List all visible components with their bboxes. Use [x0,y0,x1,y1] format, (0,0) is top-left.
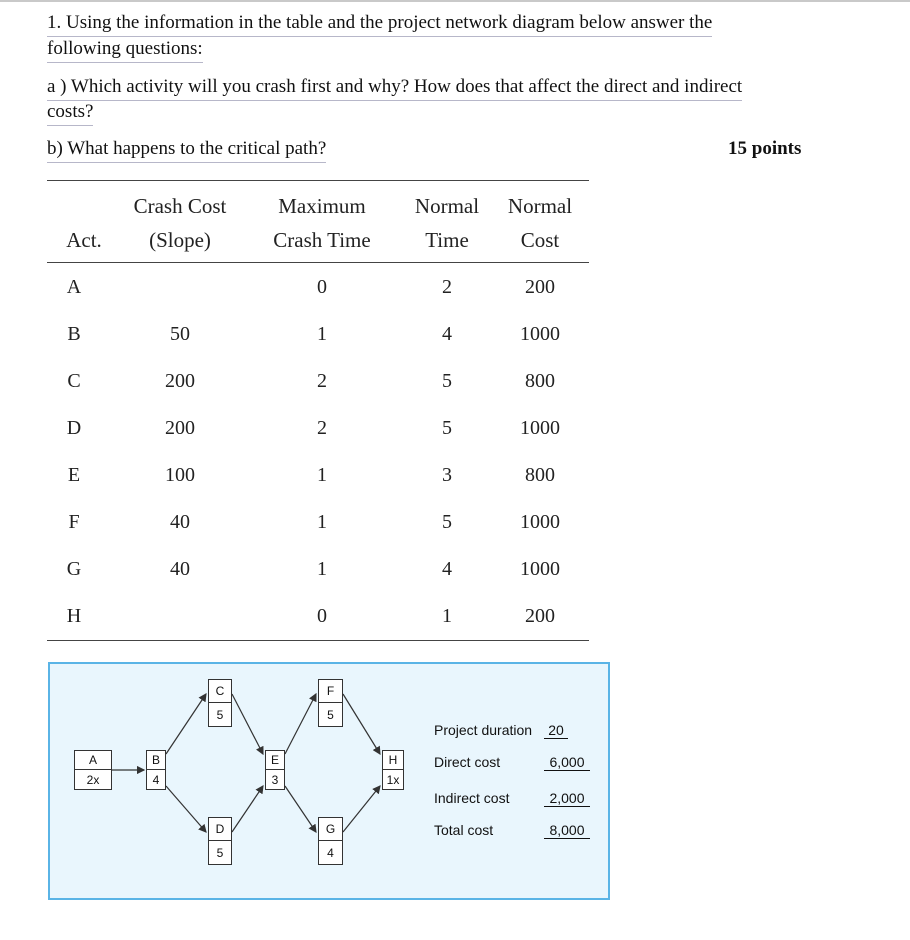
node-f-name: F [318,679,343,703]
table-cell-normal-cost: 800 [525,370,555,392]
question-b [47,136,326,163]
indirect-cost-label: Indirect cost [434,790,510,806]
node-g [318,817,343,865]
table-cell-slope: 200 [165,370,195,392]
table-cell-slope: 200 [165,417,195,439]
header-cost: Cost [520,228,560,252]
header-maximum: Maximum [278,194,366,218]
header-slope: (Slope) [149,228,211,252]
table-cell-slope: 40 [170,511,190,533]
arrow-f-h [343,694,380,754]
table-cell-normal-time: 2 [442,276,452,298]
direct-cost-value: 6,000 [544,754,590,771]
node-d [208,817,232,865]
node-c [208,679,232,727]
arrow-g-h [343,786,380,832]
node-d-name: D [208,817,232,841]
table-cell-normal-cost: 1000 [520,511,560,533]
arrow-b-d [166,786,206,832]
node-h [382,750,404,790]
project-duration-value: 20 [544,722,568,739]
question-a-line-1 [47,74,742,101]
table-cell-max-crash: 2 [317,417,327,439]
arrow-e-f [285,694,316,754]
arrow-e-g [285,786,316,832]
table-cell-act: H [66,605,82,627]
table-cell-normal-time: 3 [442,464,452,486]
table-cell-normal-cost: 200 [525,605,555,627]
table-cell-max-crash: 2 [317,370,327,392]
table-cell-normal-cost: 1000 [520,417,560,439]
table-cell-max-crash: 1 [317,323,327,345]
table-cell-normal-time: 5 [442,370,452,392]
table-cell-normal-time: 5 [442,417,452,439]
network-diagram [48,662,610,900]
node-e [265,750,285,790]
table-cell-act: E [67,464,81,486]
total-cost-value: 8,000 [544,822,590,839]
node-b-duration: 4 [146,770,166,790]
arrow-c-e [232,694,263,754]
table-cell-normal-cost: 200 [525,276,555,298]
header-crash-cost: Crash Cost [133,194,227,218]
table-cell-act: B [67,323,81,345]
indirect-cost-value: 2,000 [544,790,590,807]
question-b-text: b) What happens to the critical path? [47,136,326,163]
node-e-name: E [265,750,285,770]
points-label: 15 points [728,138,802,159]
node-g-duration: 4 [318,841,343,865]
arrow-b-c [166,694,206,754]
node-a-name: A [74,750,112,770]
node-a-duration: 2x [74,770,112,790]
table-cell-normal-time: 5 [442,511,452,533]
node-d-duration: 5 [208,841,232,865]
table-cell-slope: 50 [170,323,190,345]
table-cell-slope: 40 [170,558,190,580]
question-line-2 [47,36,203,63]
node-b-name: B [146,750,166,770]
table-cell-normal-time: 4 [442,323,452,345]
table-cell-normal-cost: 1000 [520,558,560,580]
table-cell-act: D [66,417,82,439]
table-cell-act: G [66,558,82,580]
question-a-line-1-text: a ) Which activity will you crash first and why? How does that affect the direct and indirect [47,74,742,101]
top-divider [0,0,910,2]
header-crash-time: Crash Time [273,228,371,252]
table-cell-max-crash: 1 [317,464,327,486]
table-cell-max-crash: 0 [317,605,327,627]
table-cell-act: F [68,511,80,533]
table-cell-slope: 100 [165,464,195,486]
table-bottom-rule [47,640,589,641]
direct-cost-label: Direct cost [434,754,501,770]
node-h-duration: 1x [382,770,404,790]
question-a-line-2-text: costs? [47,99,93,126]
table-cell-normal-cost: 800 [525,464,555,486]
table-cell-max-crash: 1 [317,558,327,580]
node-a [74,750,112,790]
header-normal-time: Normal [414,194,480,218]
node-f [318,679,343,727]
node-c-name: C [208,679,232,703]
question-line-1 [47,10,712,37]
question-line-2-text: following questions: [47,36,203,63]
table-cell-normal-time: 4 [442,558,452,580]
header-act: Act. [66,228,102,252]
question-a-line-2 [47,99,93,126]
table-cell-max-crash: 0 [317,276,327,298]
node-e-duration: 3 [265,770,285,790]
node-b [146,750,166,790]
table-top-rule [47,180,589,181]
header-time: Time [425,228,469,252]
table-cell-normal-cost: 1000 [520,323,560,345]
header-normal-cost: Normal [507,194,573,218]
table-cell-act: A [66,276,82,298]
project-duration-label: Project duration [434,722,533,738]
question-line-1-text: 1. Using the information in the table and the project network diagram below answer the [47,10,712,37]
table-cell-act: C [67,370,81,392]
node-c-duration: 5 [208,703,232,727]
table-cell-max-crash: 1 [317,511,327,533]
table-header-rule [47,262,589,263]
node-f-duration: 5 [318,703,343,727]
total-cost-label: Total cost [434,822,494,838]
table-cell-normal-time: 1 [442,605,452,627]
arrow-d-e [232,786,263,832]
node-g-name: G [318,817,343,841]
node-h-name: H [382,750,404,770]
